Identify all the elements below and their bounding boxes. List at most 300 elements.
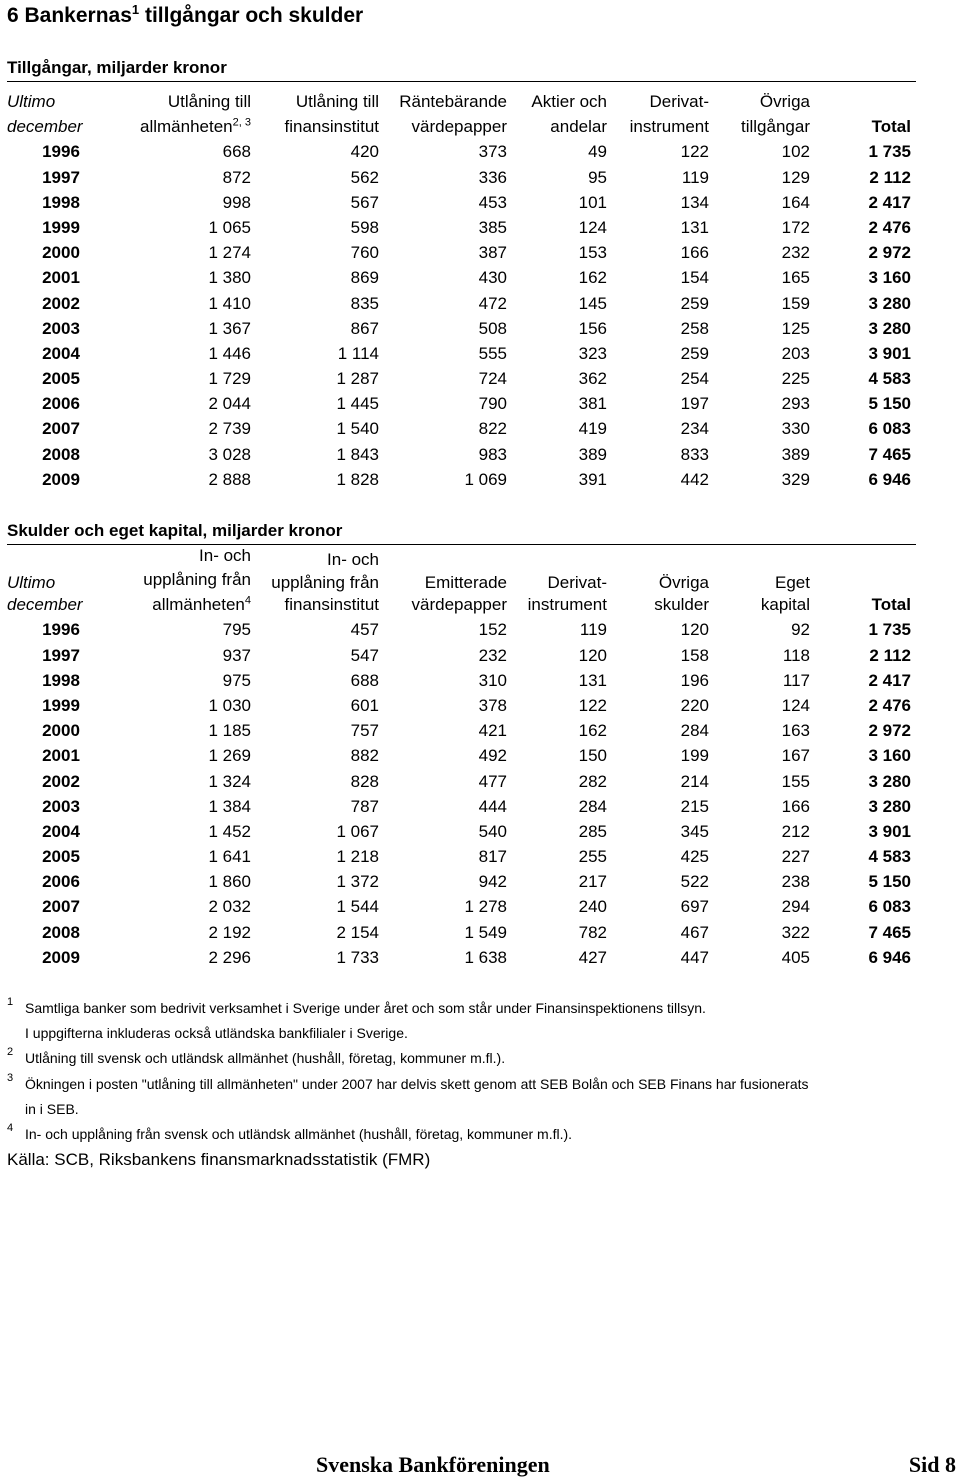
value-cell: 492 [478,746,507,766]
value-cell: 427 [578,947,607,967]
liabilities-header-col1-text: allmänheten [152,595,245,615]
value-cell: 172 [781,217,810,237]
assets-header-col3: Räntebärande [399,92,507,111]
value-cell: 555 [478,343,507,363]
value-cell: 336 [478,167,507,187]
footnote [7,1097,927,1122]
value-cell: 153 [578,243,607,263]
value-cell: 131 [578,670,607,690]
value-cell: 522 [680,872,709,892]
table-row [7,165,916,190]
footnote-number: 2 [7,1046,14,1059]
value-cell: 430 [478,268,507,288]
year-cell: 2005 [42,847,80,867]
value-cell: 212 [781,821,810,841]
value-cell: 49 [588,142,607,162]
liabilities-header-col4-b: Derivat- [547,573,607,592]
value-cell: 5 150 [868,394,911,414]
value-cell: 2 888 [208,469,251,489]
assets-header-col4-b: andelar [550,117,607,137]
assets-header-total: Total [871,117,911,137]
year-cell: 2002 [42,293,80,313]
value-cell: 2 972 [868,721,911,741]
year-cell: 1997 [42,645,80,665]
table-row [7,265,916,290]
liabilities-header-col6-c: kapital [760,595,810,615]
liabilities-header-col5-c: skulder [654,595,709,615]
value-cell: 601 [350,695,379,715]
liabilities-header-col2-b: upplåning från [271,573,379,592]
table-row [7,819,916,844]
value-cell: 472 [478,293,507,313]
value-cell: 795 [222,620,251,640]
value-cell: 2 044 [208,394,251,414]
liabilities-header-col4-a [507,545,607,567]
year-cell: 2001 [42,746,80,766]
value-cell: 162 [578,721,607,741]
value-cell: 158 [680,645,709,665]
year-cell: 2000 [42,243,80,263]
year-cell: 2008 [42,444,80,464]
value-cell: 2 972 [868,243,911,263]
value-cell: 817 [478,847,507,867]
value-cell: 122 [680,142,709,162]
liabilities-header-december: december [7,595,83,615]
value-cell: 234 [680,419,709,439]
table-row [7,920,916,945]
value-cell: 1 114 [337,343,379,363]
liabilities-header-col6-a [709,545,810,567]
value-cell: 6 083 [868,897,911,917]
value-cell: 867 [350,318,379,338]
value-cell: 2 476 [868,695,911,715]
footnote-text: in i SEB. [25,1100,79,1117]
value-cell: 6 946 [868,469,911,489]
value-cell: 2 476 [868,217,911,237]
value-cell: 387 [478,243,507,263]
table-row [7,291,916,316]
year-cell: 2001 [42,268,80,288]
value-cell: 285 [578,821,607,841]
liabilities-header-ultimo: Ultimo [7,573,56,592]
source-note: Källa: SCB, Riksbankens finansmarknadsstatistik (FMR) [7,1150,431,1169]
page-title-text: 6 Bankernas [7,4,132,27]
table-row [7,467,916,492]
table-row [7,617,916,642]
value-cell: 259 [680,293,709,313]
value-cell: 102 [781,142,810,162]
value-cell: 2 296 [208,947,251,967]
value-cell: 869 [350,268,379,288]
value-cell: 1 067 [336,821,379,841]
value-cell: 1 549 [464,922,507,942]
value-cell: 1 324 [208,771,251,791]
table-row [7,190,916,215]
liabilities-header-col5-a [607,545,709,567]
table-row [7,316,916,341]
value-cell: 4 583 [868,847,911,867]
value-cell: 540 [478,821,507,841]
footnote-text: Ökningen i posten "utlåning till allmänheten" under 2007 har delvis skett genom att SEB Bolån och SEB Finans har fusionerats [25,1075,809,1092]
value-cell: 457 [350,620,379,640]
footer-publisher: Svenska Bankföreningen [316,1452,550,1477]
value-cell: 152 [478,620,507,640]
value-cell: 7 465 [868,922,911,942]
value-cell: 787 [350,796,379,816]
value-cell: 2 032 [208,897,251,917]
assets-header-col5-b: instrument [629,117,709,137]
page-title [7,4,363,28]
footnote [7,1072,927,1097]
liabilities-header-col7-a [810,545,911,567]
value-cell: 405 [781,947,810,967]
value-cell: 162 [578,268,607,288]
value-cell: 3 028 [208,444,251,464]
value-cell: 822 [478,419,507,439]
value-cell: 1 733 [336,947,379,967]
value-cell: 124 [578,217,607,237]
value-cell: 467 [680,922,709,942]
page-title-footnote-ref: 1 [131,2,140,17]
value-cell: 3 280 [868,771,911,791]
liabilities-header-col3-b: Emitterade [424,573,507,592]
table-row [7,341,916,366]
value-cell: 782 [578,922,607,942]
value-cell: 225 [781,369,810,389]
value-cell: 3 160 [868,746,911,766]
value-cell: 163 [781,721,810,741]
value-cell: 757 [350,721,379,741]
footnote-number: 4 [7,1121,14,1134]
value-cell: 828 [350,771,379,791]
value-cell: 240 [578,897,607,917]
table-row [7,416,916,441]
value-cell: 983 [478,444,507,464]
year-cell: 2009 [42,947,80,967]
value-cell: 214 [680,771,709,791]
value-cell: 697 [680,897,709,917]
value-cell: 378 [478,695,507,715]
assets-header-col1-b [115,114,251,139]
value-cell: 391 [578,469,607,489]
value-cell: 2 154 [336,922,379,942]
value-cell: 124 [781,695,810,715]
value-cell: 227 [781,847,810,867]
value-cell: 1 380 [208,268,251,288]
value-cell: 323 [578,343,607,363]
value-cell: 294 [781,897,810,917]
value-cell: 942 [478,872,507,892]
liabilities-header-col0-a [7,545,115,567]
table-row [7,366,916,391]
liabilities-header-row-2 [7,567,916,592]
value-cell: 3 280 [868,293,911,313]
value-cell: 1 828 [336,469,379,489]
value-cell: 259 [680,343,709,363]
value-cell: 447 [680,947,709,967]
value-cell: 790 [478,394,507,414]
liabilities-header-col3-a [379,545,507,567]
footnotes [7,996,927,1147]
year-cell: 1997 [42,167,80,187]
assets-header-ultimo: Ultimo [7,92,56,111]
year-cell: 2008 [42,922,80,942]
value-cell: 3 280 [868,318,911,338]
assets-header-december: december [7,117,83,137]
assets-table-body [7,139,916,492]
value-cell: 238 [781,872,810,892]
value-cell: 1 069 [464,469,507,489]
value-cell: 7 465 [868,444,911,464]
value-cell: 284 [578,796,607,816]
value-cell: 835 [350,293,379,313]
footer-page-number: Sid 8 [908,1452,956,1477]
value-cell: 166 [781,796,810,816]
table-row [7,215,916,240]
value-cell: 419 [578,419,607,439]
liabilities-header-col1-c [115,592,251,617]
value-cell: 254 [680,369,709,389]
value-cell: 998 [222,192,251,212]
value-cell: 5 150 [868,872,911,892]
table-row [7,442,916,467]
liabilities-header-row-3 [7,592,916,617]
liabilities-header-total: Total [871,595,911,615]
value-cell: 345 [680,821,709,841]
year-cell: 1998 [42,192,80,212]
value-cell: 154 [680,268,709,288]
value-cell: 125 [781,318,810,338]
value-cell: 362 [578,369,607,389]
table-row [7,869,916,894]
value-cell: 882 [350,746,379,766]
value-cell: 1 287 [336,369,379,389]
value-cell: 1 269 [208,746,251,766]
table-row [7,894,916,919]
liabilities-header-col2-c: finansinstitut [284,595,379,615]
value-cell: 373 [478,142,507,162]
liabilities-header-col1-a: In- och [199,546,251,565]
value-cell: 425 [680,847,709,867]
footnote-text: Utlåning till svensk och utländsk allmänhet (hushåll, företag, kommuner m.fl.). [25,1050,506,1067]
footnote [7,1021,927,1046]
value-cell: 282 [578,771,607,791]
assets-header-row-1 [7,89,916,114]
year-cell: 2004 [42,343,80,363]
assets-header-col1-text: allmänheten [140,117,233,137]
table-row [7,743,916,768]
footnote-number: 3 [7,1071,14,1084]
footnote-text: In- och upplåning från svensk och utländsk allmänhet (hushåll, företag, kommuner m.fl.). [25,1125,573,1142]
value-cell: 119 [681,167,709,187]
value-cell: 197 [680,394,709,414]
value-cell: 4 583 [868,369,911,389]
value-cell: 164 [781,192,810,212]
value-cell: 156 [578,318,607,338]
value-cell: 220 [680,695,709,715]
value-cell: 668 [222,142,251,162]
value-cell: 1 452 [208,821,251,841]
value-cell: 1 367 [208,318,251,338]
value-cell: 3 901 [868,821,911,841]
value-cell: 145 [578,293,607,313]
value-cell: 477 [478,771,507,791]
value-cell: 421 [478,721,507,741]
liabilities-header-col1-b: upplåning från [143,570,251,589]
year-cell: 1996 [42,142,80,162]
value-cell: 2 417 [868,670,911,690]
assets-table [7,89,916,492]
table-row [7,668,916,693]
year-cell: 2005 [42,369,80,389]
value-cell: 101 [578,192,607,212]
value-cell: 420 [350,142,379,162]
assets-section-title: Tillgångar, miljarder kronor [7,58,227,77]
table-row [7,693,916,718]
assets-header-col2-b: finansinstitut [284,117,379,137]
year-cell: 2003 [42,318,80,338]
value-cell: 975 [222,670,251,690]
value-cell: 232 [781,243,810,263]
year-cell: 2006 [42,394,80,414]
value-cell: 3 160 [868,268,911,288]
assets-header-col3-b: värdepapper [411,117,507,137]
value-cell: 1 030 [208,695,251,715]
value-cell: 165 [781,268,810,288]
table-row [7,844,916,869]
value-cell: 1 410 [208,293,251,313]
year-cell: 1996 [42,620,80,640]
table-row [7,139,916,164]
value-cell: 872 [222,167,251,187]
value-cell: 203 [781,343,810,363]
liabilities-header-row-1 [7,545,916,567]
liabilities-header-col5-b: Övriga [658,573,709,592]
assets-header-col2: Utlåning till [295,92,379,111]
value-cell: 1 274 [208,243,251,263]
year-cell: 2006 [42,872,80,892]
year-cell: 2007 [42,419,80,439]
value-cell: 134 [680,192,709,212]
value-cell: 1 860 [208,872,251,892]
assets-header-col5: Derivat- [649,92,709,111]
value-cell: 95 [588,167,607,187]
value-cell: 547 [350,645,379,665]
assets-header-col4: Aktier och [531,92,607,111]
assets-header-col6-b: tillgångar [741,117,810,137]
value-cell: 1 735 [868,620,911,640]
value-cell: 120 [578,645,607,665]
value-cell: 199 [680,746,709,766]
liabilities-section-title: Skulder och eget kapital, miljarder kronor [7,521,343,540]
value-cell: 322 [781,922,810,942]
value-cell: 6 946 [868,947,911,967]
value-cell: 389 [781,444,810,464]
value-cell: 293 [781,394,810,414]
value-cell: 1 729 [208,369,251,389]
value-cell: 1 735 [868,142,911,162]
value-cell: 724 [478,369,507,389]
year-cell: 2000 [42,721,80,741]
value-cell: 1 540 [336,419,379,439]
value-cell: 1 065 [208,217,251,237]
value-cell: 92 [791,620,810,640]
value-cell: 118 [782,645,810,665]
value-cell: 258 [680,318,709,338]
value-cell: 117 [782,670,810,690]
value-cell: 150 [578,746,607,766]
liabilities-header-col6-b: Eget [775,573,810,592]
year-cell: 2004 [42,821,80,841]
value-cell: 255 [578,847,607,867]
year-cell: 2009 [42,469,80,489]
table-row [7,718,916,743]
year-cell: 2003 [42,796,80,816]
table-row [7,945,916,970]
value-cell: 1 843 [336,444,379,464]
assets-header-col7 [810,89,911,114]
table-row [7,643,916,668]
table-row [7,794,916,819]
page-title-rest: tillgångar och skulder [144,4,364,27]
value-cell: 166 [680,243,709,263]
value-cell: 444 [478,796,507,816]
table-row [7,391,916,416]
year-cell: 1998 [42,670,80,690]
value-cell: 567 [350,192,379,212]
value-cell: 1 384 [208,796,251,816]
liabilities-header-col7-b [810,567,911,592]
assets-header-col6: Övriga [759,92,810,111]
value-cell: 598 [350,217,379,237]
footnote [7,1122,927,1147]
value-cell: 2 112 [869,645,911,665]
value-cell: 131 [680,217,709,237]
value-cell: 381 [578,394,607,414]
value-cell: 2 417 [868,192,911,212]
footnote [7,1046,927,1071]
year-cell: 2002 [42,771,80,791]
value-cell: 385 [478,217,507,237]
value-cell: 1 641 [208,847,251,867]
value-cell: 217 [578,872,607,892]
assets-header-rule [7,81,916,82]
table-row [7,240,916,265]
value-cell: 1 638 [464,947,507,967]
assets-header-col1: Utlåning till [167,92,251,111]
value-cell: 215 [680,796,709,816]
value-cell: 120 [680,620,709,640]
value-cell: 833 [680,444,709,464]
value-cell: 6 083 [868,419,911,439]
footnote-text: I uppgifterna inkluderas också utländska bankfilialer i Sverige. [25,1025,408,1042]
value-cell: 284 [680,721,709,741]
value-cell: 937 [222,645,251,665]
value-cell: 453 [478,192,507,212]
value-cell: 159 [781,293,810,313]
value-cell: 2 739 [208,419,251,439]
value-cell: 1 544 [336,897,379,917]
value-cell: 129 [781,167,810,187]
value-cell: 3 280 [868,796,911,816]
value-cell: 329 [781,469,810,489]
value-cell: 2 112 [869,167,911,187]
assets-header-row-2 [7,114,916,139]
value-cell: 1 446 [208,343,251,363]
value-cell: 389 [578,444,607,464]
assets-header-col1-footnote-ref: 2, 3 [232,116,251,129]
footnote [7,996,927,1021]
